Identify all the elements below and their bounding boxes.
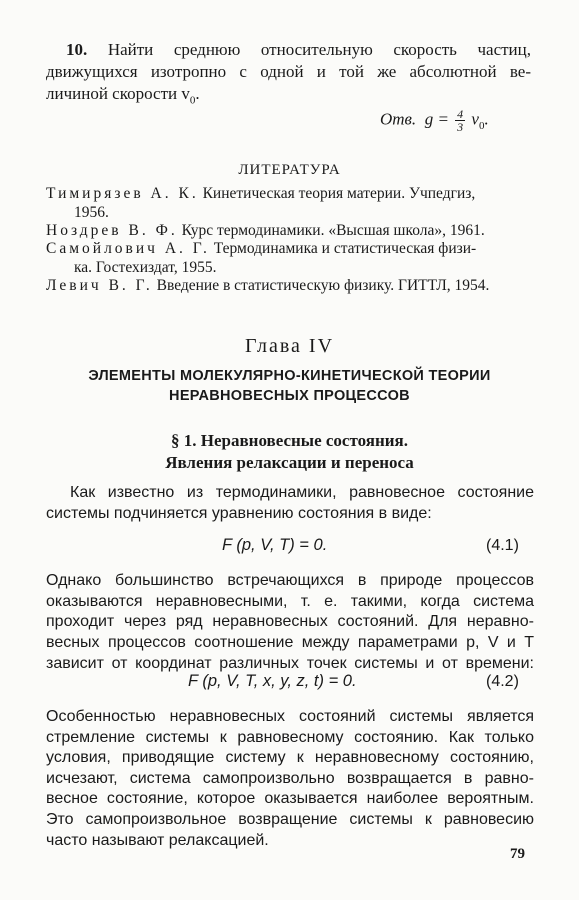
text-line: зависит от координат различных точек системы и от времени: xyxy=(46,654,534,672)
problem-line xyxy=(46,83,200,111)
reference-text: Термодинамика и статистическая физи- xyxy=(209,240,477,257)
text-line: Особенностью неравновесных состояний системы является xyxy=(46,708,534,725)
problem-line: движущихся изотропно с одной и той же абсолютной ве- xyxy=(46,62,531,81)
reference xyxy=(46,277,532,296)
fraction-denominator: 3 xyxy=(457,120,464,134)
text-line: часто называют релаксацией. xyxy=(46,831,269,849)
text-line: Однако большинство встречающихся в природе процессов xyxy=(46,572,534,589)
section-title-line: § 1. Неравновесные состояния. xyxy=(171,431,408,450)
problem-text: Найти среднюю относительную скорость частиц, xyxy=(107,40,531,59)
reference-text: Введение в статистическую физику. ГИТТЛ, 1954. xyxy=(152,277,490,294)
reference-author: Ноздрев В. Ф. xyxy=(46,222,178,239)
equation-number: (4.2) xyxy=(486,673,519,690)
text-line: весное состояние, которое оказывается наиболее вероятным. xyxy=(46,790,534,808)
chapter-label: Глава IV xyxy=(244,335,335,357)
chapter-title-line: ЭЛЕМЕНТЫ МОЛЕКУЛЯРНО-КИНЕТИЧЕСКОЙ ТЕОРИИ xyxy=(88,368,491,384)
reference xyxy=(46,240,532,277)
text-line: исчезают, система самопроизвольно возвращается в равно- xyxy=(46,769,534,787)
text-line: Это самопроизвольное возвращение системы к равновесию xyxy=(46,810,534,828)
equation-number: (4.1) xyxy=(486,537,519,554)
reference xyxy=(46,185,532,222)
subscript: 0 xyxy=(478,119,485,132)
answer-rhs: v xyxy=(471,109,479,129)
text-line: стремление системы к равновесному состоянию. Как только xyxy=(46,728,534,746)
reference-text: ка. Гостехиздат, 1955. xyxy=(74,258,217,276)
reference-text: Кинетическая теория материи. Учпедгиз, xyxy=(198,185,476,202)
reference xyxy=(46,222,532,241)
text-line: весных процессов соотношение между параметрами p, V и T xyxy=(46,634,534,652)
problem-line xyxy=(66,39,531,60)
literature-heading: ЛИТЕРАТУРА xyxy=(238,162,341,178)
problem-text: . xyxy=(195,84,200,103)
answer xyxy=(380,108,489,137)
reference-text: 1956. xyxy=(74,203,109,221)
fraction xyxy=(455,108,465,133)
paragraph xyxy=(46,707,534,851)
paragraph xyxy=(46,483,534,524)
text-line: проходит через ряд неравновесных состояний. Для неравно- xyxy=(46,613,534,631)
text-line: Как известно из термодинамики, равновесное состояние xyxy=(70,484,534,501)
problem-text: личиной скорости v xyxy=(46,84,190,103)
equation: F (p, V, T, x, y, z, t) = 0. xyxy=(188,672,357,690)
paragraph xyxy=(46,571,534,675)
text-line: оказываются неравновесными, т. е. такими, когда система xyxy=(46,592,534,610)
fraction-numerator: 4 xyxy=(457,107,464,121)
reference-author: Левич В. Г. xyxy=(46,277,153,294)
equation: F (p, V, T) = 0. xyxy=(222,536,328,554)
answer-label: Отв. xyxy=(380,109,417,129)
problem-number: 10. xyxy=(66,40,88,59)
text-line: условия, приводящие систему к неравновесному состоянию, xyxy=(46,749,534,767)
page-number: 79 xyxy=(510,846,525,862)
text-line: системы подчиняется уравнению состояния в виде: xyxy=(46,504,432,522)
section-title-line: Явления релаксации и переноса xyxy=(165,453,414,472)
reference-author: Самойлович А. Г. xyxy=(46,240,210,257)
answer-lhs: g = xyxy=(424,109,449,129)
reference-author: Тимирязев А. К. xyxy=(46,185,199,202)
reference-text: Курс термодинамики. «Высшая школа», 1961. xyxy=(177,222,485,239)
chapter-title-line: НЕРАВНОВЕСНЫХ ПРОЦЕССОВ xyxy=(169,388,410,404)
subscript: 0 xyxy=(189,94,196,107)
answer-end: . xyxy=(484,109,489,129)
